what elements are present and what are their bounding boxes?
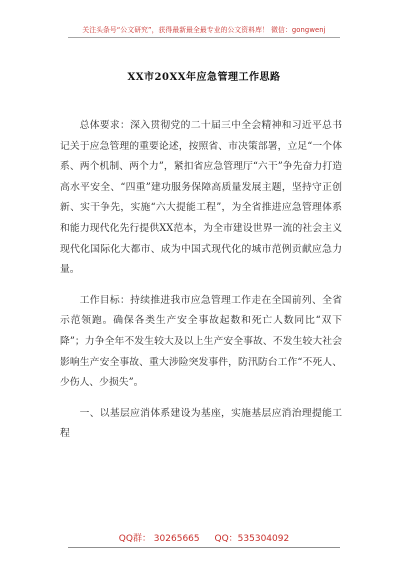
- document-title: XX市20XX年应急管理工作思路: [127, 72, 281, 83]
- document-body: [60, 116, 342, 445]
- footer-qq-group: QQ群： 30265665: [118, 534, 200, 544]
- header-divider: [68, 37, 340, 38]
- footer-contacts: [0, 531, 408, 544]
- footer-divider: [68, 547, 340, 548]
- footer-qq: QQ：535304092: [214, 534, 290, 544]
- section-heading-1: 一、以基层应消体系建设为基座，实施基层应消治理提能工程: [60, 407, 342, 440]
- paragraph-work-goals: 工作目标：持续推进我市应急管理工作走在全国前列、全省示范领跑。确保各类生产安全事故起数和死亡人数同比“双下降”；力争全年不发生较大及以上生产安全事故、不发生较大社会影响生产安全事故、重大涉险突发事件，防汛防台工作“不死人、少伤人、少损失”。: [60, 294, 342, 389]
- paragraph-overall-requirements: 总体要求：深入贯彻党的二十届三中全会精神和习近平总书记关于应急管理的重要论述，按照省、市决策部署，立足“一个体系、两个机制、两个力”，紧扣省应急管理厅“六干”争先奋力打造高水平安全、“四重”建功服务保障高质量发展主题，坚持守正创新、实干争先，实施“六大提能工程”，为全省推进应急管理体系和能力现代化先行提供XX范本，为全市建设世界一流的社会主义现代化国际化大都市、成为中国式现代化的城市范例贡献应急力量。: [60, 120, 342, 276]
- header-banner: 关注头条号“公文研究”，获得最新最全最专业的公文资料库！ 微信：gongwenj: [82, 26, 326, 34]
